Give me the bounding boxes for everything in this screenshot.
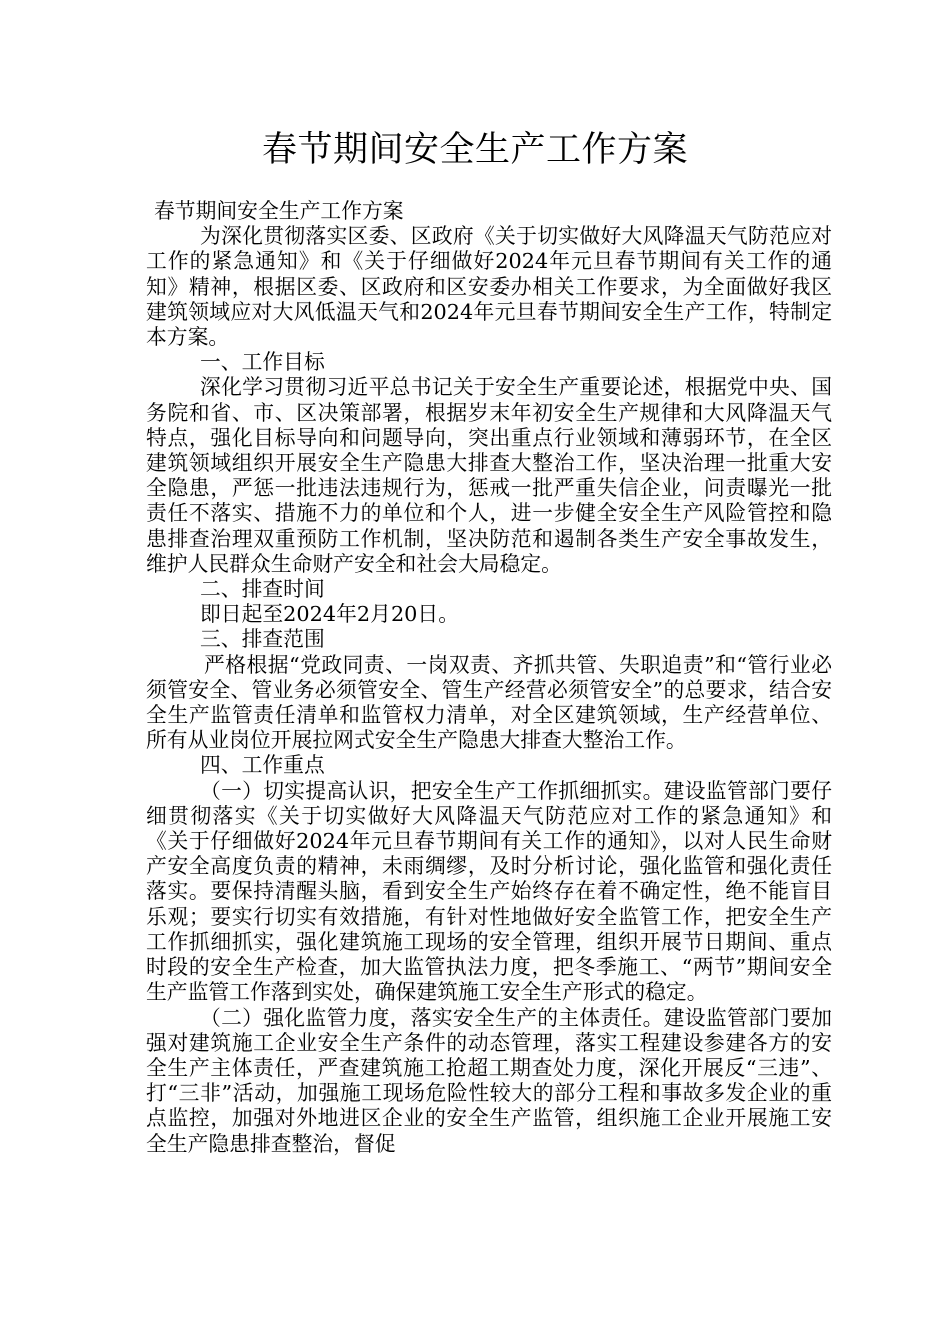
scope-paragraph: 严格根据“党政同责、一岗双责、齐抓共管、失职追责”和“管行业必须管安全、管业务必须管安全、管生产经营必须管安全”的总要求，结合安全生产监管责任清单和监管权力清单，对全区建筑领域，生产经营单位、所有从业岗位开展拉网式安全生产隐患大排查大整治工作。 — [146, 652, 832, 753]
section-heading-time: 二、排查时间 — [200, 577, 325, 602]
focus-item-1: （一）切实提高认识，把安全生产工作抓细抓实。建设监管部门要仔细贯彻落实《关于切实做好大风降温天气防范应对工作的紧急通知》和《关于仔细做好2024年元旦春节期间有关工作的通知》，以对人民生命财产安全高度负责的精神，未雨绸缪，及时分析讨论，强化监管和强化责任落实。要保持清醒头脑，看到安全生产始终存在着不确定性，绝不能盲目乐观；要实行切实有效措施，有针对性地做好安全监管工作，把安全生产工作抓细抓实，强化建筑施工现场的安全管理，组织开展节日期间、重点时段的安全生产检查，加大监管执法力度，把冬季施工、“两节”期间安全生产监管工作落到实处，确保建筑施工安全生产形式的稳定。 — [146, 778, 832, 1005]
focus-item-2: （二）强化监管力度，落实安全生产的主体责任。建设监管部门要加强对建筑施工企业安全生产条件的动态管理，落实工程建设参建各方的安全生产主体责任，严查建筑施工抢超工期查处力度，深化开展反“三违”、打“三非”活动，加强施工现场危险性较大的部分工程和事故多发企业的重点监控，加强对外地进区企业的安全生产监管，组织施工企业开展施工安全生产隐患排查整治，督促 — [146, 1005, 832, 1156]
time-paragraph: 即日起至2024年2月20日。 — [200, 602, 459, 627]
document-body — [146, 199, 832, 1157]
section-heading-scope: 三、排查范围 — [200, 627, 325, 652]
section-heading-focus: 四、工作重点 — [200, 753, 325, 778]
document-subtitle: 春节期间安全生产工作方案 — [154, 199, 404, 223]
document-title: 春节期间安全生产工作方案 — [261, 130, 688, 170]
section-heading-goals: 一、工作目标 — [200, 350, 325, 375]
intro-paragraph: 为深化贯彻落实区委、区政府《关于切实做好大风降温天气防范应对工作的紧急通知》和《关于仔细做好2024年元旦春节期间有关工作的通知》精神，根据区委、区政府和区安委办相关工作要求，为全面做好我区建筑领域应对大风低温天气和2024年元旦春节期间安全生产工作，特制定本方案。 — [146, 224, 832, 350]
goals-paragraph: 深化学习贯彻习近平总书记关于安全生产重要论述，根据党中央、国务院和省、市、区决策部署，根据岁末年初安全生产规律和大风降温天气特点，强化目标导向和问题导向，突出重点行业领域和薄弱环节，在全区建筑领域组织开展安全生产隐患大排查大整治工作，坚决治理一批重大安全隐患，严惩一批违法违规行为，惩戒一批严重失信企业，问责曝光一批责任不落实、措施不力的单位和个人，进一步健全安全生产风险管控和隐患排查治理双重预防工作机制，坚决防范和遏制各类生产安全事故发生，维护人民群众生命财产安全和社会大局稳定。 — [146, 375, 832, 576]
